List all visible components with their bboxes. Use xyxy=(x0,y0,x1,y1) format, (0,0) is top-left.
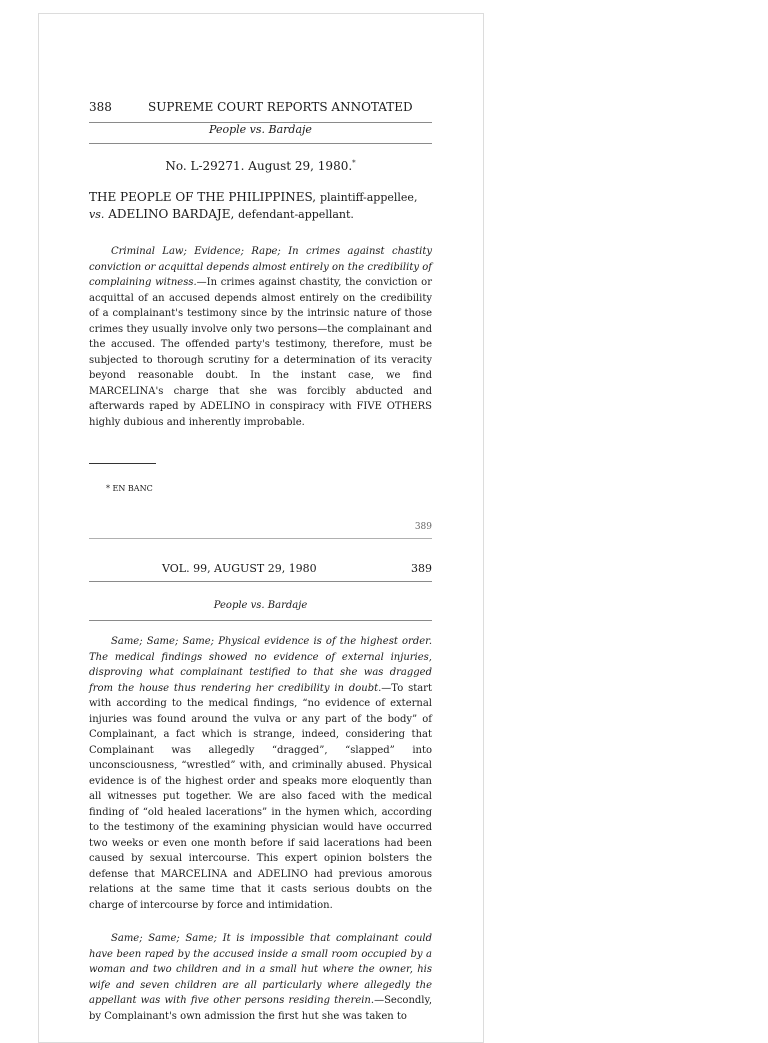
syllabus-heading: Criminal Law; Evidence; Rape; In crimes against chastity conviction or acquittal depends almost entirely on the credibility of complaining witness. xyxy=(89,246,432,288)
page-break-rule xyxy=(89,538,432,539)
footnote: * EN BANC xyxy=(106,484,153,493)
docket-number: No. L-29271. August 29, 1980. xyxy=(165,159,353,173)
subheader-rule xyxy=(89,143,432,144)
plaintiff-name: THE PEOPLE OF THE PHILIPPINES, xyxy=(89,190,317,204)
syllabus-body: —In crimes against chastity, the conviction or acquittal of an accused depends almost entirely on the credibility of a complainant's testimony since by the intrinsic nature of those crimes they usually involve only two persons—the complainant and the accused. The offended party's testimony, therefore, must be subjected to thorough scrutiny for a determination of its veracity beyond reasonable doubt. In the instant case, we find MARCELINA's charge that she was forcibly abducted and afterwards raped by ADELINO in conspiracy with FIVE OTHERS highly dubious and inherently improbable. xyxy=(89,277,432,428)
defendant-role: defendant-appellant. xyxy=(238,208,354,221)
page-number: 388 xyxy=(89,100,112,114)
syllabus-body-3: —Secondly, by Complainant's own admission the first hut she was taken to xyxy=(89,995,432,1022)
plaintiff-role: plaintiff-appellee, xyxy=(319,191,418,204)
subheader-rule-2 xyxy=(89,620,432,621)
page-number-2: 389 xyxy=(411,562,432,575)
case-parties xyxy=(89,189,432,223)
docket-line xyxy=(89,155,432,174)
syllabus-heading-2: Same; Same; Same; Physical evidence is of the highest order. The medical findings showed no evidence of external injuries, disproving what complainant testified to that she was dragged from the house thus rendering her credibility in doubt. xyxy=(89,636,432,694)
syllabus-heading-3: Same; Same; Same; It is impossible that complainant could have been raped by the accused inside a small room occupied by a woman and two children and in a small hut where the owner, his wife and seven children are all particularly where allegedly the appellant was with five other persons residing therein. xyxy=(89,933,432,1006)
running-head-2: VOL. 99, AUGUST 29, 1980 xyxy=(162,562,317,575)
running-head: SUPREME COURT REPORTS ANNOTATED xyxy=(148,100,413,114)
case-short-title: People vs. Bardaje xyxy=(209,123,312,136)
page-header-2 xyxy=(89,562,432,578)
syllabus-paragraph-2 xyxy=(89,634,432,913)
page-header xyxy=(89,100,432,116)
page-footer-number: 389 xyxy=(414,522,432,532)
versus-label: vs. xyxy=(89,208,105,221)
defendant-name: ADELINO BARDAJE, xyxy=(108,207,235,221)
footnote-rule xyxy=(89,463,156,464)
syllabus-body-2: —To start with according to the medical findings, “no evidence of external injuries was found around the vulva or any part of the body” of Complainant, a fact which is strange, indeed, considering that Complainant was allegedly “dragged”, “slapped” into unconsciousness, “wrestled” with, and criminally abused. Physical evidence is of the highest order and speaks more eloquently than all witnesses put together. We are also faced with the medical finding of “old healed lacerations” in the hymen which, according to the testimony of the examining physician would have occurred two weeks or even one month before if said lacerations had been caused by sexual intercourse. This expert opinion bolsters the defense that MARCELINA and ADELINO had previous amorous relations at the same time that it casts serious doubts on the charge of intercourse by force and intimidation. xyxy=(89,682,432,911)
docket-footnote-marker: * xyxy=(352,159,356,167)
case-short-title-2: People vs. Bardaje xyxy=(213,600,308,611)
syllabus-paragraph-1 xyxy=(89,244,432,430)
header-rule-2 xyxy=(89,581,432,582)
syllabus-paragraph-3 xyxy=(89,931,432,1024)
